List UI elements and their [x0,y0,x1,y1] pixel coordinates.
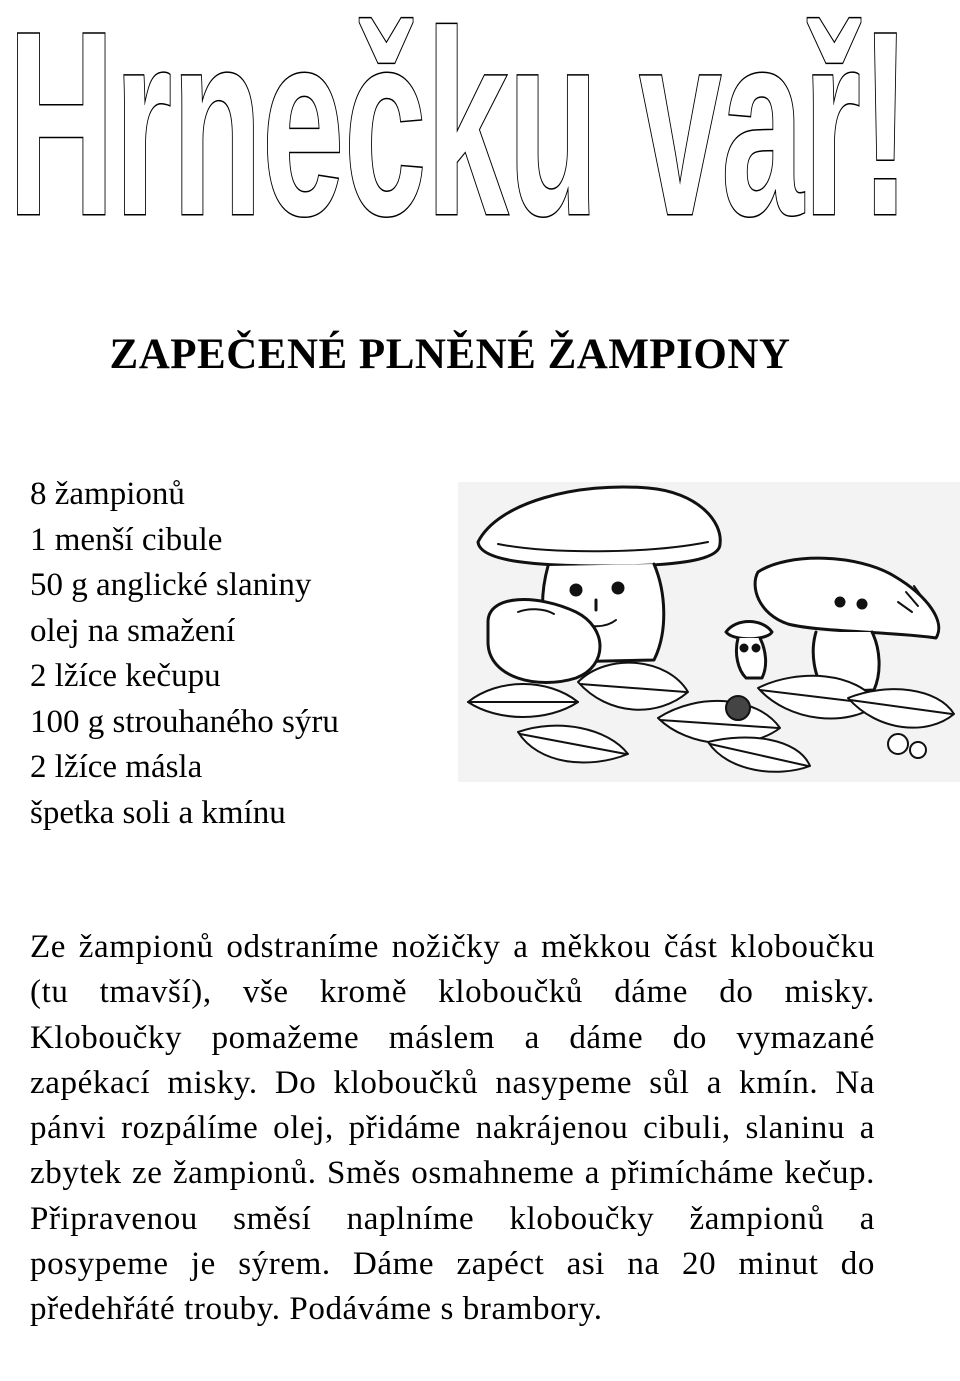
ingredient-list [30,472,339,836]
ingredient-item: špetka soli a kmínu [30,794,286,831]
ingredient-item: 50 g anglické slaniny [30,567,312,603]
ingredient-item: olej na smažení [30,612,236,649]
banner-svg [0,0,960,230]
ingredient-item: 1 menší cibule [30,521,223,558]
ingredient-item: 100 g strouhaného sýru [30,703,339,740]
ingredient-item: 2 lžíce másla [30,749,203,785]
banner [0,0,960,230]
banner-title: Hrnečku vař! [8,0,910,230]
instructions-text: Ze žampionů odstraníme nožičky a měkkou část kloboučku (tu tmavší), vše kromě kloboučků dáme do misky. Kloboučky pomažeme máslem a dáme do vymazané zapékací misky. Do kloboučků nasypeme sůl a kmín. Na pánvi rozpálíme olej, přidáme nakrájenou cibuli, slaninu a zbytek ze žampionů. Směs osmahneme a přimícháme kečup. Připravenou směsí naplníme kloboučky žampionů a posypeme je sýrem. Dáme zapéct asi na 20 minut do předehřáté trouby. Podáváme s brambory. [30,929,875,1328]
small-mushroom-icon [755,558,939,692]
tiny-mushroom-icon [726,622,772,679]
recipe-title: ZAPEČENÉ PLNĚNÉ ŽAMPIONY [109,331,791,378]
ingredient-item: 2 lžíce kečupu [30,658,221,694]
mushroom-illustration [458,482,960,782]
ingredient-item: 8 žampionů [30,476,185,512]
